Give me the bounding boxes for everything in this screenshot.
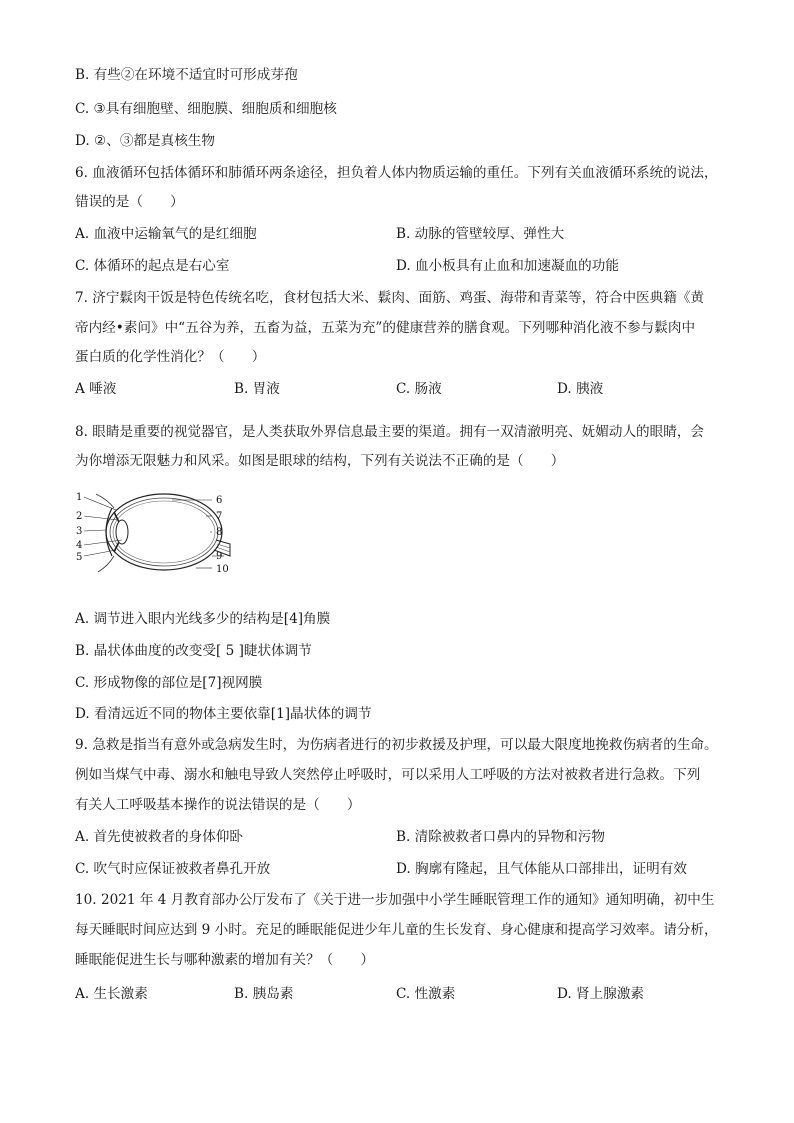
figure-label-7: 7 — [216, 511, 223, 522]
q9-option-d: D. 胸廓有隆起，且气体能从口部排出，证明有效 — [396, 861, 687, 877]
q9-option-c: C. 吹气时应保证被救者鼻孔开放 — [75, 861, 271, 877]
figure-label-5: 5 — [76, 552, 83, 563]
q6-stem-line1: 6. 血液循环包括体循环和肺循环两条途径，担负着人体内物质运输的重任。下列有关血液循环系统的说法， — [75, 165, 718, 181]
q8-option-c: C. 形成物像的部位是[7]视网膜 — [75, 675, 263, 691]
figure-label-3: 3 — [76, 526, 83, 537]
q9-stem-line2: 例如当煤气中毒、溺水和触电导致人突然停止呼吸时，可以采用人工呼吸的方法对被救者进行急救。下列 — [75, 767, 701, 783]
q10-option-c: C. 性激素 — [396, 986, 456, 1002]
figure-label-10: 10 — [216, 564, 229, 575]
q5-option-c: C. ③具有细胞壁、细胞膜、细胞质和细胞核 — [75, 101, 337, 117]
q8-stem-line2: 为你增添无限魅力和风采。如图是眼球的结构，下列有关说法不正确的是（ ） — [75, 453, 565, 469]
q7-option-d: D. 胰液 — [557, 381, 604, 397]
q10-stem-line3: 睡眠能促进生长与哪种激素的增加有关？（ ） — [75, 952, 375, 968]
q7-option-b: B. 胃液 — [234, 381, 280, 397]
q9-stem-line1: 9. 急救是指当有意外或急病发生时，为伤病者进行的初步救援及护理，可以最大限度地挽救伤病者的生命。 — [75, 737, 718, 753]
q5-option-d: D. ②、③都是真核生物 — [75, 133, 215, 149]
q8-option-d: D. 看清远近不同的物体主要依靠[1]晶状体的调节 — [75, 706, 372, 722]
q7-stem-line1: 7. 济宁鬏肉干饭是特色传统名吃，食材包括大米、鬏肉、面筋、鸡蛋、海带和青菜等，符合中医典籍《黄 — [75, 290, 705, 306]
eyeball-structure-figure — [76, 490, 236, 578]
q6-option-a: A. 血液中运输氧气的是红细胞 — [75, 226, 257, 242]
figure-label-8: 8 — [216, 527, 223, 538]
figure-label-1: 1 — [76, 492, 83, 503]
q10-stem-line2: 每天睡眠时间应达到 9 小时。充足的睡眠能促进少年儿童的生长发育、身心健康和提高学习效率。请分析， — [75, 922, 718, 938]
q6-stem-line2: 错误的是（ ） — [75, 194, 184, 210]
q7-stem-line3: 蛋白质的化学性消化？（ ） — [75, 349, 266, 365]
q9-option-b: B. 清除被救者口鼻内的异物和污物 — [396, 829, 605, 845]
q6-option-b: B. 动脉的管壁较厚、弹性大 — [396, 226, 565, 242]
lower-eyelid — [98, 556, 114, 572]
q10-stem-line1: 10. 2021 年 4 月教育部办公厅发布了《关于进一步加强中小学生睡眠管理工作的通知》通知明确，初中生 — [75, 892, 715, 908]
figure-label-9: 9 — [216, 551, 223, 562]
figure-label-6: 6 — [216, 495, 223, 506]
q9-option-a: A. 首先使被救者的身体仰卧 — [75, 829, 243, 845]
figure-label-2: 2 — [76, 511, 83, 522]
q6-option-d: D. 血小板具有止血和加速凝血的功能 — [396, 258, 619, 274]
q10-option-b: B. 胰岛素 — [234, 986, 294, 1002]
q7-option-a: A 唾液 — [75, 381, 117, 397]
q5-option-b: B. 有些②在环境不适宜时可形成芽孢 — [75, 67, 298, 83]
q10-option-a: A. 生长激素 — [75, 986, 148, 1002]
upper-eyelid — [96, 494, 114, 508]
q6-option-c: C. 体循环的起点是右心室 — [75, 258, 230, 274]
q9-stem-line3: 有关人工呼吸基本操作的说法错误的是（ ） — [75, 797, 361, 813]
q8-stem-line1: 8. 眼睛是重要的视觉器官，是人类获取外界信息最主要的渠道。拥有一双清澈明亮、妩媚动人的眼睛，会 — [75, 424, 705, 440]
q10-option-d: D. 肾上腺激素 — [557, 986, 645, 1002]
q8-option-a: A. 调节进入眼内光线多少的结构是[4]角膜 — [75, 611, 331, 627]
q8-option-b: B. 晶状体曲度的改变受[ 5 ]睫状体调节 — [75, 643, 312, 659]
q7-option-c: C. 肠液 — [396, 381, 442, 397]
q7-stem-line2: 帝内经•素问》中“五谷为养，五畜为益，五菜为充”的健康营养的膳食观。下列哪种消化液不参与鬏肉中 — [75, 320, 696, 336]
figure-label-4: 4 — [76, 540, 83, 551]
